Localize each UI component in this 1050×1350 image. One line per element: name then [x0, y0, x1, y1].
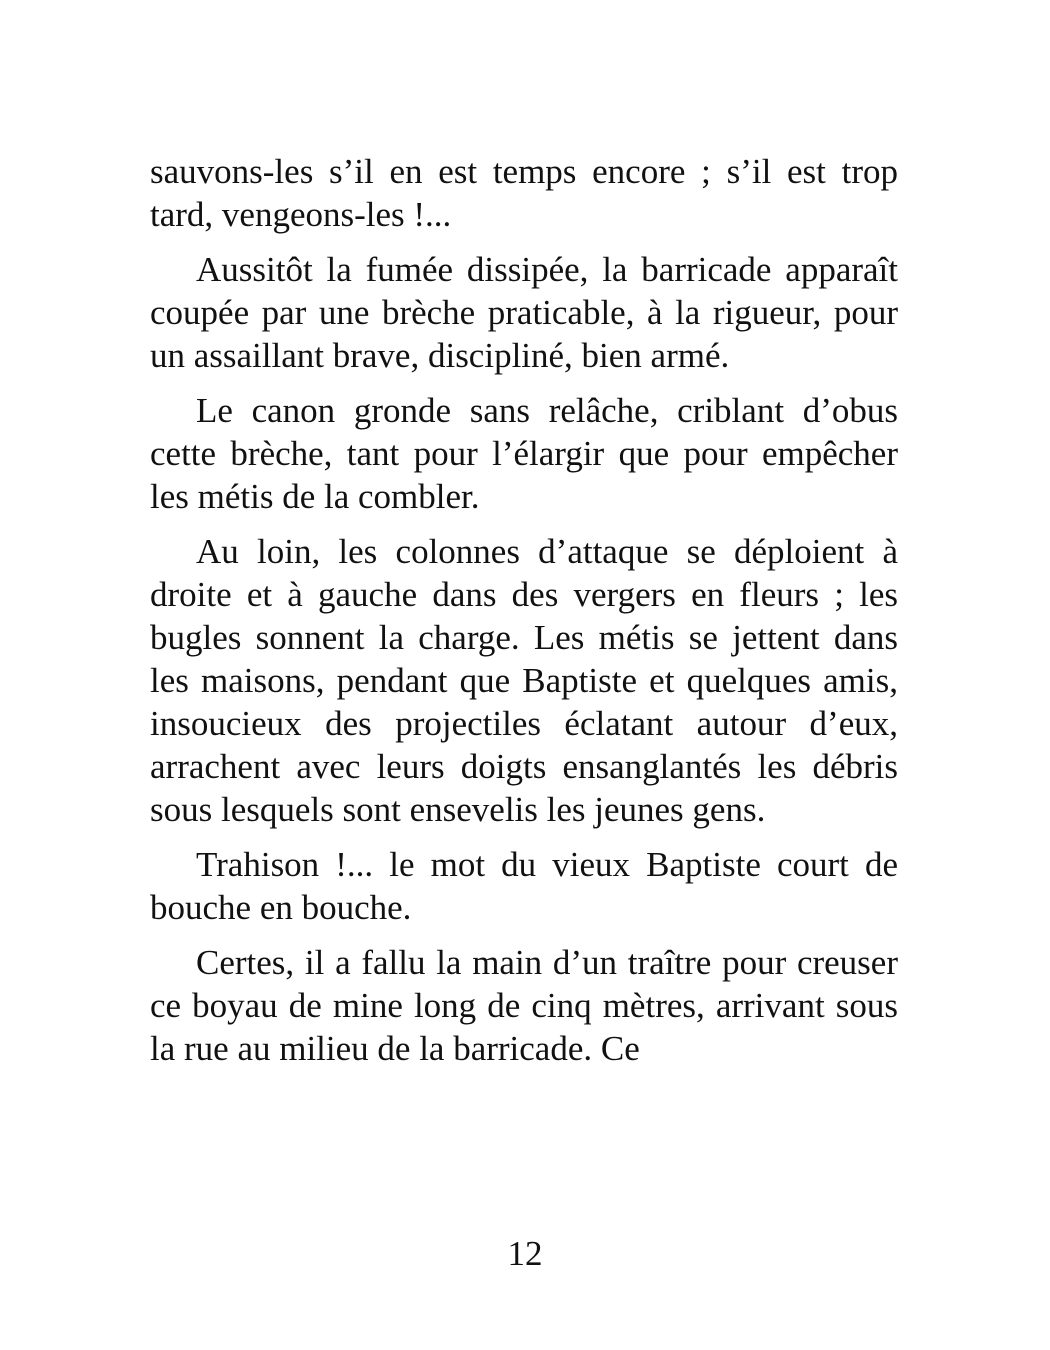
paragraph-2: Aussitôt la fumée dissipée, la barricade apparaît coupée par une brèche praticable, à la rigueur, pour un assaillant brave, discipliné, bien armé.: [150, 250, 898, 375]
paragraph-4: Au loin, les colonnes d’attaque se déploient à droite et à gauche dans des vergers en fleurs ; les bugles sonnent la charge. Les métis se jettent dans les maisons, pendant que Baptiste et quelques amis, insoucieux des projectiles éclatant autour d’eux, arrachent avec leurs doigts ensanglantés les débris sous lesquels sont ensevelis les jeunes gens.: [150, 532, 898, 829]
paragraph-3: Le canon gronde sans relâche, criblant d’obus cette brèche, tant pour l’élargir que pour empêcher les métis de la combler.: [150, 391, 898, 516]
page-body: [150, 150, 898, 1082]
paragraph-5: Trahison !... le mot du vieux Baptiste court de bouche en bouche.: [150, 845, 898, 927]
paragraph-6: Certes, il a fallu la main d’un traître pour creuser ce boyau de mine long de cinq mètres, arrivant sous la rue au milieu de la barricade. Ce: [150, 943, 898, 1068]
page-number: 12: [507, 1234, 543, 1273]
paragraph-1: sauvons-les s’il en est temps encore ; s’il est trop tard, vengeons-les !...: [150, 152, 898, 234]
